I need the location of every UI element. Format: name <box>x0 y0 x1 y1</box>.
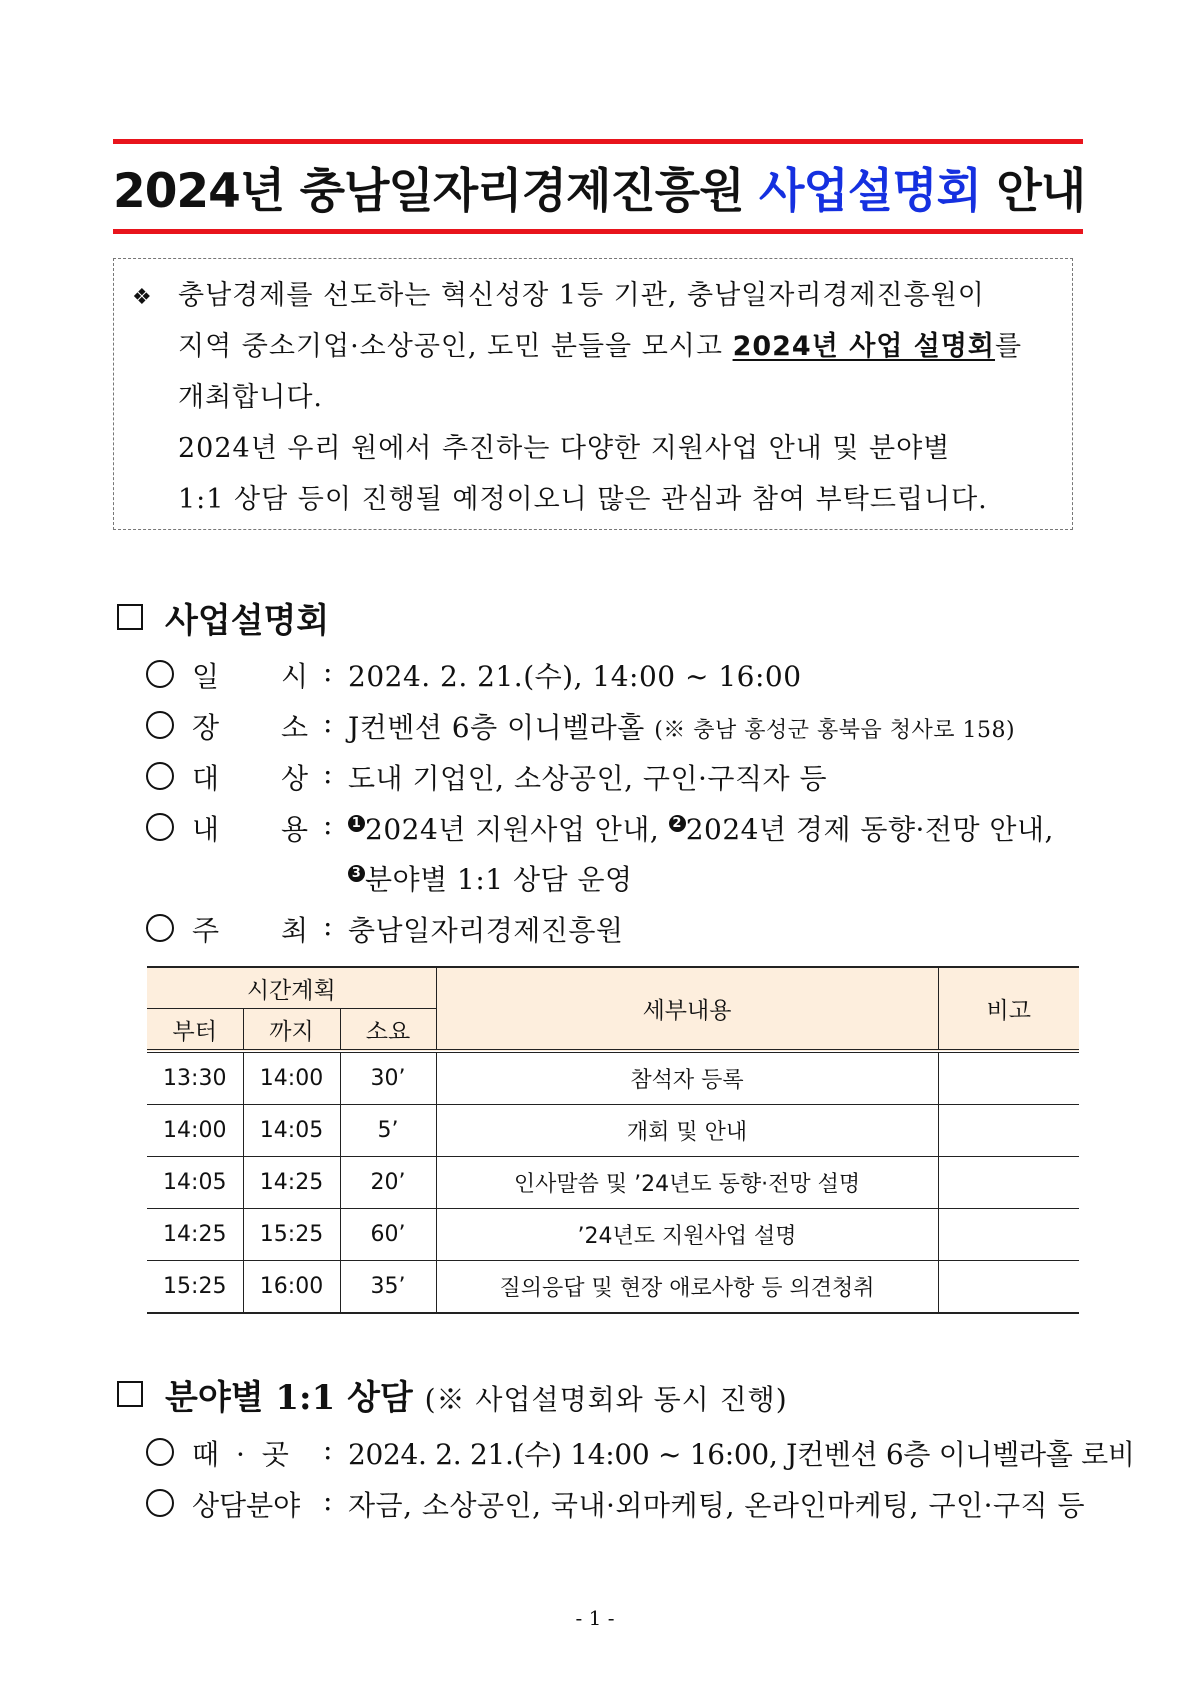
circle-bullet-icon <box>146 1438 174 1466</box>
header-to: 까지 <box>243 1009 340 1052</box>
cell-from: 15:25 <box>147 1261 243 1314</box>
label-char-1: 일 <box>192 660 220 693</box>
colon: : <box>323 757 333 790</box>
cell-note <box>938 1209 1079 1261</box>
colon: : <box>323 909 333 942</box>
label-char-2: 최 <box>281 914 309 947</box>
cell-duration: 35’ <box>340 1261 436 1314</box>
diamond-bullet-icon: ❖ <box>132 285 152 310</box>
place-address: (※ 충남 홍성군 홍북읍 청사로 158) <box>654 718 1016 743</box>
detail-value-cont <box>348 858 633 898</box>
title-part3: 안내 <box>996 164 1086 219</box>
cell-duration: 5’ <box>340 1105 436 1157</box>
number-1-icon: 1 <box>348 815 365 832</box>
intro-line-2 <box>178 333 1022 360</box>
cell-note <box>938 1261 1079 1314</box>
label-char-2: 소 <box>281 711 309 744</box>
cell-to: 14:00 <box>243 1051 340 1105</box>
consult-value: 자금, 소상공인, 국내·외마케팅, 온라인마케팅, 구인·구직 등 <box>348 1489 1086 1522</box>
circle-bullet-icon <box>146 660 174 688</box>
header-duration: 소요 <box>340 1009 436 1052</box>
cell-from: 14:25 <box>147 1209 243 1261</box>
cell-to: 15:25 <box>243 1209 340 1261</box>
detail-value <box>348 808 1054 848</box>
section-heading-consulting <box>117 1370 788 1419</box>
intro-line-1: 충남경제를 선도하는 혁신성장 1등 기관, 충남일자리경제진흥원이 <box>178 280 985 311</box>
cell-from: 13:30 <box>147 1051 243 1105</box>
circle-bullet-icon <box>146 914 174 942</box>
table-row <box>147 1051 1079 1105</box>
detail-value: 2024. 2. 21.(수), 14:00 ~ 16:00 <box>348 660 802 693</box>
checkbox-square-icon <box>117 604 143 630</box>
label-char-2: 시 <box>281 660 309 693</box>
label-char-2: 상 <box>281 762 309 795</box>
label-char-1: 대 <box>192 762 220 795</box>
checkbox-square-icon <box>117 1381 143 1407</box>
table-row <box>147 1157 1079 1209</box>
section-heading-text: 분야별 1:1 상담 <box>165 1378 413 1418</box>
title-highlight: 사업설명회 <box>758 164 981 219</box>
cell-duration: 20’ <box>340 1157 436 1209</box>
circle-bullet-icon <box>146 762 174 790</box>
detail-value: 충남일자리경제진흥원 <box>348 914 624 947</box>
colon: : <box>323 1433 333 1466</box>
title-part1: 2024년 충남일자리경제진흥원 <box>113 164 744 219</box>
header-from: 부터 <box>147 1009 243 1052</box>
place-name: J컨벤션 6층 이니벨라홀 <box>348 711 645 744</box>
cell-detail: 질의응답 및 현장 애로사항 등 의견청취 <box>436 1261 938 1314</box>
title-bottom-rule <box>113 229 1083 234</box>
section-heading-sub: (※ 사업설명회와 동시 진행) <box>424 1383 788 1416</box>
table-row <box>147 1209 1079 1261</box>
cell-from: 14:00 <box>147 1105 243 1157</box>
number-2-icon: 2 <box>669 815 686 832</box>
detail-value <box>348 706 1015 746</box>
label-char-2: 용 <box>281 813 309 846</box>
cell-from: 14:05 <box>147 1157 243 1209</box>
circle-bullet-icon <box>146 813 174 841</box>
circle-bullet-icon <box>146 1489 174 1517</box>
section-heading-briefing <box>117 593 329 642</box>
cell-duration: 60’ <box>340 1209 436 1261</box>
cell-detail: ’24년도 지원사업 설명 <box>436 1209 938 1261</box>
colon: : <box>323 808 333 841</box>
intro-box <box>113 258 1073 530</box>
label-char-1: 장 <box>192 711 220 744</box>
header-note: 비고 <box>938 967 1079 1051</box>
detail-value: 도내 기업인, 소상공인, 구인·구직자 등 <box>348 762 828 795</box>
content-item-2: 2024년 경제 동향·전망 안내, <box>685 813 1054 846</box>
number-3-icon: 3 <box>348 865 365 882</box>
intro-line-2-post: 를 <box>995 331 1023 362</box>
schedule-table <box>147 966 1079 1314</box>
cell-detail: 인사말씀 및 ’24년도 동향·전망 설명 <box>436 1157 938 1209</box>
table-row <box>147 1105 1079 1157</box>
consult-value: 2024. 2. 21.(수) 14:00 ~ 16:00, J컨벤션 6층 이니벨라홀 로비 <box>348 1438 1135 1471</box>
intro-emphasis: 2024년 사업 설명회 <box>732 331 996 362</box>
cell-detail: 개회 및 안내 <box>436 1105 938 1157</box>
cell-to: 14:25 <box>243 1157 340 1209</box>
colon: : <box>323 706 333 739</box>
colon: : <box>323 655 333 688</box>
consult-label: 때 · 곳 <box>192 1438 293 1471</box>
cell-to: 16:00 <box>243 1261 340 1314</box>
content-item-1: 2024년 지원사업 안내, <box>365 813 669 846</box>
header-time-plan: 시간계획 <box>147 967 436 1009</box>
label-char-1: 내 <box>192 813 220 846</box>
cell-to: 14:05 <box>243 1105 340 1157</box>
page-number: - 1 - <box>575 1606 615 1630</box>
cell-detail: 참석자 등록 <box>436 1051 938 1105</box>
cell-duration: 30’ <box>340 1051 436 1105</box>
title-top-rule <box>113 139 1083 144</box>
circle-bullet-icon <box>146 711 174 739</box>
section-heading-text: 사업설명회 <box>165 601 330 641</box>
content-item-3: 분야별 1:1 상담 운영 <box>365 863 633 896</box>
colon: : <box>323 1484 333 1517</box>
intro-line-4: 2024년 우리 원에서 추진하는 다양한 지원사업 안내 및 분야별 <box>178 433 951 464</box>
cell-note <box>938 1105 1079 1157</box>
cell-note <box>938 1051 1079 1105</box>
table-row <box>147 1261 1079 1314</box>
intro-line-5: 1:1 상담 등이 진행될 예정이오니 많은 관심과 참여 부탁드립니다. <box>178 484 988 515</box>
consult-label: 상담분야 <box>192 1489 301 1522</box>
label-char-1: 주 <box>192 914 220 947</box>
header-detail: 세부내용 <box>436 967 938 1051</box>
intro-line-2-pre: 지역 중소기업·소상공인, 도민 분들을 모시고 <box>178 331 733 362</box>
intro-line-3: 개최합니다. <box>178 382 323 413</box>
page-title <box>113 154 1086 221</box>
cell-note <box>938 1157 1079 1209</box>
